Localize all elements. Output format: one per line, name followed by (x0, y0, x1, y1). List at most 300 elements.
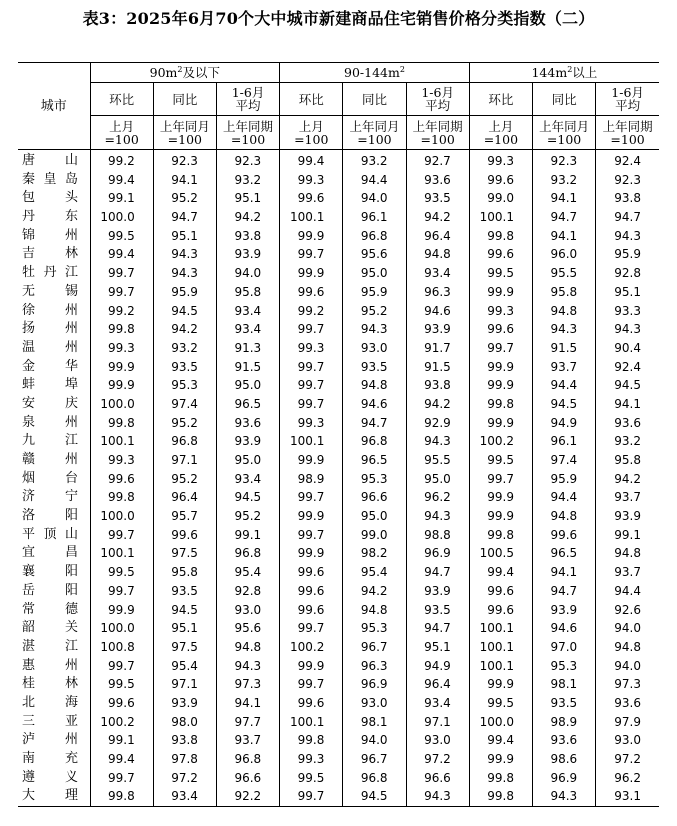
index-value: 99.6 (280, 283, 343, 302)
index-value: 98.1 (343, 713, 406, 732)
index-value: 94.8 (406, 245, 469, 264)
city-name (18, 526, 90, 545)
city-name-text: 韶 关 (22, 620, 78, 636)
table-row (18, 526, 659, 545)
index-value: 93.6 (406, 171, 469, 190)
index-value: 95.6 (216, 619, 279, 638)
index-value: 91.5 (532, 339, 595, 358)
city-name (18, 302, 90, 321)
city-name-text: 丹 东 (22, 209, 78, 225)
index-value: 99.3 (90, 451, 153, 470)
index-value: 94.2 (406, 208, 469, 227)
index-value: 96.6 (216, 769, 279, 788)
sub-column-header: 1-6月 平均 (216, 83, 279, 116)
index-value: 99.8 (90, 488, 153, 507)
index-value: 92.3 (596, 171, 659, 190)
index-value: 97.2 (406, 750, 469, 769)
index-value: 94.5 (596, 376, 659, 395)
index-value: 94.5 (153, 302, 216, 321)
table-row (18, 339, 659, 358)
index-value: 96.8 (343, 227, 406, 246)
index-value: 99.9 (90, 358, 153, 377)
index-value: 96.3 (406, 283, 469, 302)
sub-column-header: 环比 (280, 83, 343, 116)
table-row (18, 432, 659, 451)
city-name (18, 750, 90, 769)
index-value: 95.9 (596, 245, 659, 264)
index-value: 97.3 (596, 675, 659, 694)
index-value: 94.1 (532, 563, 595, 582)
index-value: 94.8 (596, 544, 659, 563)
index-value: 95.0 (216, 451, 279, 470)
index-value: 100.1 (469, 619, 532, 638)
index-value: 93.5 (153, 582, 216, 601)
index-value: 99.5 (469, 264, 532, 283)
city-name (18, 619, 90, 638)
city-name (18, 264, 90, 283)
index-value: 93.2 (532, 171, 595, 190)
city-name (18, 470, 90, 489)
index-value: 100.0 (469, 713, 532, 732)
index-value: 93.8 (216, 227, 279, 246)
index-value: 93.5 (153, 358, 216, 377)
index-value: 100.0 (90, 507, 153, 526)
base-column-header: 上月 =100 (280, 116, 343, 150)
index-value: 95.0 (343, 507, 406, 526)
index-value: 96.8 (343, 432, 406, 451)
index-value: 94.3 (596, 320, 659, 339)
index-value: 91.5 (406, 358, 469, 377)
index-value: 95.8 (532, 283, 595, 302)
city-name-text: 南 充 (22, 751, 78, 766)
index-value: 94.5 (216, 488, 279, 507)
index-value: 94.6 (532, 619, 595, 638)
index-value: 100.2 (280, 638, 343, 657)
city-name (18, 171, 90, 190)
city-name (18, 320, 90, 339)
index-value: 99.8 (469, 526, 532, 545)
index-value: 94.3 (216, 657, 279, 676)
city-name (18, 339, 90, 358)
index-value: 95.2 (216, 507, 279, 526)
index-value: 95.7 (153, 507, 216, 526)
index-value: 96.8 (343, 769, 406, 788)
index-value: 99.8 (469, 787, 532, 806)
table-row (18, 171, 659, 190)
index-value: 94.7 (406, 563, 469, 582)
index-value: 96.4 (406, 675, 469, 694)
index-value: 99.7 (90, 264, 153, 283)
index-value: 95.3 (343, 619, 406, 638)
city-name-text: 北 海 (22, 694, 78, 710)
index-value: 99.1 (90, 731, 153, 750)
group-header: $90m^2$及以下 (90, 63, 280, 83)
table-row (18, 245, 659, 264)
city-name-text: 徐 州 (22, 302, 78, 318)
table-row (18, 507, 659, 526)
index-value: 94.7 (343, 414, 406, 433)
city-name (18, 432, 90, 451)
index-value: 99.5 (90, 675, 153, 694)
index-value: 96.9 (343, 675, 406, 694)
table-row (18, 638, 659, 657)
index-value: 95.4 (343, 563, 406, 582)
index-value: 93.9 (153, 694, 216, 713)
index-value: 95.6 (343, 245, 406, 264)
table-row (18, 694, 659, 713)
city-name (18, 414, 90, 433)
index-value: 94.8 (532, 507, 595, 526)
index-value: 99.7 (90, 283, 153, 302)
city-name-text: 泉 州 (22, 414, 78, 430)
table-title: 表3：2025年6月70个大中城市新建商品住宅销售价格分类指数（二） (82, 9, 595, 28)
index-value: 93.4 (406, 264, 469, 283)
index-value: 94.6 (343, 395, 406, 414)
city-name (18, 563, 90, 582)
index-value: 94.7 (532, 582, 595, 601)
index-value: 99.6 (90, 470, 153, 489)
city-name-text: 锦 州 (22, 227, 78, 243)
index-value: 96.9 (532, 769, 595, 788)
index-value: 97.9 (596, 713, 659, 732)
index-value: 99.4 (90, 171, 153, 190)
index-value: 98.8 (406, 526, 469, 545)
city-name (18, 208, 90, 227)
index-value: 95.4 (216, 563, 279, 582)
index-value: 99.6 (469, 320, 532, 339)
index-value: 100.1 (280, 432, 343, 451)
index-value: 93.6 (216, 414, 279, 433)
index-value: 99.7 (469, 470, 532, 489)
city-name-text: 唐 山 (22, 153, 78, 168)
index-value: 99.6 (90, 694, 153, 713)
index-value: 92.4 (596, 358, 659, 377)
index-value: 95.1 (153, 619, 216, 638)
index-value: 99.6 (280, 563, 343, 582)
index-value: 99.5 (90, 563, 153, 582)
index-value: 99.9 (469, 675, 532, 694)
index-value: 94.4 (532, 376, 595, 395)
index-value: 94.3 (153, 264, 216, 283)
index-value: 93.2 (216, 171, 279, 190)
table-row (18, 750, 659, 769)
city-name (18, 150, 90, 171)
index-value: 99.9 (469, 507, 532, 526)
index-value: 98.0 (153, 713, 216, 732)
index-value: 92.8 (216, 582, 279, 601)
index-value: 95.0 (343, 264, 406, 283)
sub-column-header: 1-6月 平均 (596, 83, 659, 116)
city-name-text: 蚌 埠 (22, 377, 78, 393)
index-value: 93.2 (343, 150, 406, 171)
city-name-text: 金 华 (22, 358, 78, 374)
table-row (18, 601, 659, 620)
index-value: 99.2 (280, 302, 343, 321)
city-name-text: 包 头 (22, 190, 78, 206)
index-value: 99.3 (280, 171, 343, 190)
index-value: 95.2 (153, 189, 216, 208)
index-value: 94.3 (532, 787, 595, 806)
index-value: 99.5 (90, 227, 153, 246)
index-value: 92.4 (596, 150, 659, 171)
index-value: 94.3 (596, 227, 659, 246)
table-row (18, 227, 659, 246)
index-value: 99.8 (280, 731, 343, 750)
city-name (18, 189, 90, 208)
index-value: 99.6 (280, 582, 343, 601)
index-value: 94.8 (216, 638, 279, 657)
index-value: 94.5 (153, 601, 216, 620)
base-column-header: 上年同月 =100 (532, 116, 595, 150)
index-value: 93.4 (216, 302, 279, 321)
index-value: 99.7 (280, 376, 343, 395)
table-row (18, 414, 659, 433)
index-value: 96.8 (216, 750, 279, 769)
index-value: 91.3 (216, 339, 279, 358)
index-value: 96.6 (343, 488, 406, 507)
city-name (18, 245, 90, 264)
index-value: 99.4 (469, 731, 532, 750)
index-value: 99.9 (469, 414, 532, 433)
index-value: 99.4 (90, 750, 153, 769)
index-value: 94.1 (532, 227, 595, 246)
index-value: 99.3 (280, 414, 343, 433)
index-value: 95.1 (153, 227, 216, 246)
index-value: 99.5 (469, 694, 532, 713)
city-name-text: 惠 州 (22, 657, 78, 673)
index-value: 94.3 (532, 320, 595, 339)
table-row (18, 302, 659, 321)
base-column-header: 上月 =100 (90, 116, 153, 150)
base-column-header: 上年同期 =100 (406, 116, 469, 150)
index-value: 94.8 (596, 638, 659, 657)
table-row (18, 451, 659, 470)
index-value: 95.9 (532, 470, 595, 489)
index-value: 100.1 (90, 544, 153, 563)
index-value: 99.9 (280, 507, 343, 526)
index-value: 99.9 (280, 264, 343, 283)
index-value: 99.7 (280, 245, 343, 264)
index-value: 94.4 (532, 488, 595, 507)
table-row (18, 675, 659, 694)
index-value: 100.2 (469, 432, 532, 451)
group-header: $144m^2$以上 (469, 63, 659, 83)
index-value: 97.2 (153, 769, 216, 788)
index-value: 94.1 (596, 395, 659, 414)
index-value: 93.9 (406, 320, 469, 339)
index-value: 100.1 (469, 638, 532, 657)
city-name-text: 大 理 (22, 788, 78, 804)
index-value: 93.5 (532, 694, 595, 713)
index-value: 94.2 (343, 582, 406, 601)
city-name-text: 洛 阳 (22, 508, 78, 524)
index-value: 93.4 (153, 787, 216, 806)
index-value: 96.0 (532, 245, 595, 264)
city-name (18, 694, 90, 713)
index-value: 92.3 (153, 150, 216, 171)
index-value: 92.2 (216, 787, 279, 806)
city-name-text: 湛 江 (22, 638, 78, 654)
index-value: 97.8 (153, 750, 216, 769)
index-value: 95.8 (596, 451, 659, 470)
index-value: 94.3 (406, 507, 469, 526)
index-value: 99.3 (280, 339, 343, 358)
index-value: 92.3 (216, 150, 279, 171)
index-value: 95.3 (153, 376, 216, 395)
city-column-header: 城市 (18, 63, 90, 150)
index-value: 99.3 (280, 750, 343, 769)
index-value: 99.9 (469, 376, 532, 395)
index-value: 94.7 (153, 208, 216, 227)
index-value: 94.0 (343, 189, 406, 208)
index-value: 92.7 (406, 150, 469, 171)
city-name-text: 桂 林 (22, 676, 78, 692)
index-value: 99.8 (90, 787, 153, 806)
index-value: 92.9 (406, 414, 469, 433)
index-value: 99.7 (90, 582, 153, 601)
table-row (18, 283, 659, 302)
index-value: 95.0 (406, 470, 469, 489)
index-value: 97.7 (216, 713, 279, 732)
index-value: 94.3 (343, 320, 406, 339)
index-value: 99.8 (469, 227, 532, 246)
base-column-header: 上年同月 =100 (343, 116, 406, 150)
index-value: 94.8 (343, 376, 406, 395)
index-value: 95.1 (596, 283, 659, 302)
sub-column-header: 同比 (532, 83, 595, 116)
city-name (18, 713, 90, 732)
index-value: 94.9 (406, 657, 469, 676)
index-value: 95.8 (216, 283, 279, 302)
index-value: 99.9 (469, 283, 532, 302)
index-value: 99.6 (469, 245, 532, 264)
index-value: 93.9 (216, 245, 279, 264)
sub-column-header: 同比 (153, 83, 216, 116)
city-name (18, 451, 90, 470)
index-value: 100.8 (90, 638, 153, 657)
index-value: 94.7 (596, 208, 659, 227)
index-value: 93.1 (596, 787, 659, 806)
index-value: 93.8 (406, 376, 469, 395)
city-name-text: 泸 州 (22, 732, 78, 748)
table-header (18, 63, 659, 150)
index-value: 93.8 (153, 731, 216, 750)
index-value: 93.2 (596, 432, 659, 451)
index-value: 99.9 (280, 451, 343, 470)
index-value: 94.2 (596, 470, 659, 489)
city-name-text: 三 亚 (22, 713, 78, 729)
index-value: 99.6 (153, 526, 216, 545)
index-value: 96.8 (216, 544, 279, 563)
index-value: 93.5 (343, 358, 406, 377)
index-value: 97.1 (153, 675, 216, 694)
table-row (18, 563, 659, 582)
index-value: 97.1 (406, 713, 469, 732)
city-name (18, 582, 90, 601)
index-value: 94.2 (153, 320, 216, 339)
index-value: 97.5 (153, 638, 216, 657)
index-value: 100.1 (280, 208, 343, 227)
table-row (18, 769, 659, 788)
sub-column-header: 环比 (469, 83, 532, 116)
city-name (18, 395, 90, 414)
table-row (18, 731, 659, 750)
index-value: 92.6 (596, 601, 659, 620)
index-value: 100.0 (90, 208, 153, 227)
index-value: 99.9 (90, 601, 153, 620)
index-value: 94.2 (406, 395, 469, 414)
index-value: 94.8 (343, 601, 406, 620)
index-value: 91.5 (216, 358, 279, 377)
index-value: 99.7 (280, 395, 343, 414)
index-value: 94.0 (596, 619, 659, 638)
city-name-text: 烟 台 (22, 470, 78, 486)
index-value: 97.1 (153, 451, 216, 470)
city-name (18, 488, 90, 507)
city-name-text: 济 宁 (22, 489, 78, 505)
index-value: 99.5 (469, 451, 532, 470)
city-name (18, 787, 90, 806)
table-row (18, 395, 659, 414)
index-value: 94.5 (343, 787, 406, 806)
index-value: 94.9 (532, 414, 595, 433)
table-row (18, 320, 659, 339)
index-value: 90.4 (596, 339, 659, 358)
index-value: 93.3 (596, 302, 659, 321)
city-name-text: 无 锡 (22, 283, 78, 299)
city-name (18, 769, 90, 788)
city-name-text: 宜 昌 (22, 545, 78, 561)
index-value: 96.2 (406, 488, 469, 507)
index-value: 99.7 (280, 526, 343, 545)
city-name (18, 675, 90, 694)
index-value: 98.9 (532, 713, 595, 732)
table-row (18, 619, 659, 638)
city-name-text: 岳 阳 (22, 582, 78, 598)
sub-column-header: 同比 (343, 83, 406, 116)
price-index-table (18, 62, 659, 807)
index-value: 97.4 (153, 395, 216, 414)
index-value: 93.4 (216, 320, 279, 339)
index-value: 93.4 (406, 694, 469, 713)
table-row (18, 787, 659, 806)
index-value: 97.4 (532, 451, 595, 470)
index-value: 99.6 (280, 601, 343, 620)
index-value: 100.1 (469, 657, 532, 676)
index-value: 93.0 (216, 601, 279, 620)
index-value: 94.7 (406, 619, 469, 638)
city-name (18, 227, 90, 246)
index-value: 99.6 (280, 189, 343, 208)
index-value: 98.2 (343, 544, 406, 563)
index-value: 95.2 (153, 470, 216, 489)
base-column-header: 上年同期 =100 (216, 116, 279, 150)
table-row (18, 544, 659, 563)
index-value: 94.8 (532, 302, 595, 321)
index-value: 95.2 (343, 302, 406, 321)
index-value: 93.5 (406, 189, 469, 208)
index-value: 99.9 (280, 544, 343, 563)
index-value: 99.4 (280, 150, 343, 171)
index-value: 98.9 (280, 470, 343, 489)
index-value: 96.5 (216, 395, 279, 414)
city-name (18, 507, 90, 526)
index-value: 99.9 (280, 227, 343, 246)
index-value: 99.2 (90, 302, 153, 321)
index-value: 93.5 (406, 601, 469, 620)
index-value: 100.1 (280, 713, 343, 732)
index-value: 99.1 (90, 189, 153, 208)
